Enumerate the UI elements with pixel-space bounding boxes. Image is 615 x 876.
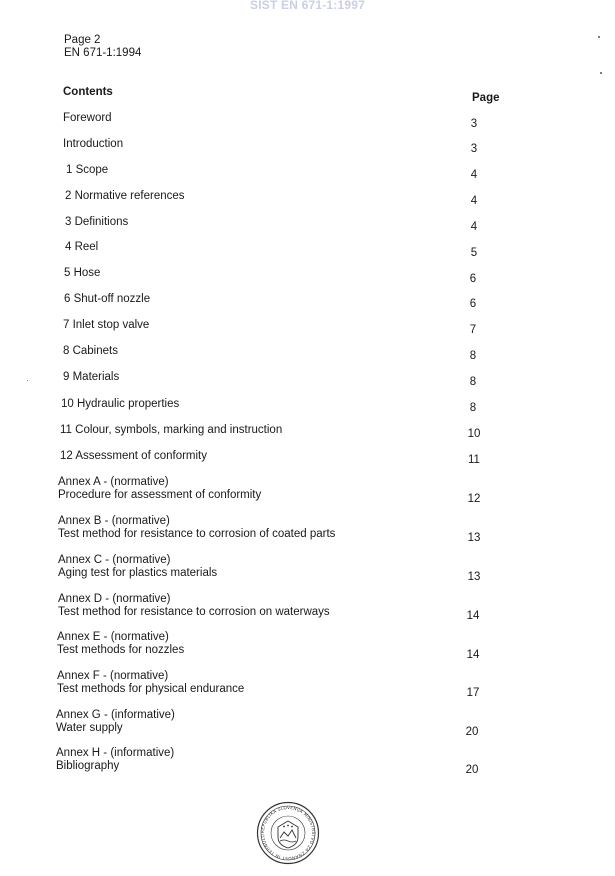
page-label: Page 2: [64, 34, 101, 46]
annex-e-title: Test methods for nozzles: [57, 644, 185, 656]
toc-page-annex-a: 12: [467, 493, 481, 505]
toc-entry-annex-a: [58, 476, 261, 502]
toc-entry-scope: 1 Scope: [66, 164, 109, 176]
toc-entry-introduction: Introduction: [63, 138, 124, 150]
page-header: [64, 34, 141, 60]
toc-page-hose: 6: [469, 273, 477, 285]
toc-page-annex-c: 13: [467, 571, 481, 583]
toc-page-shut-off-nozzle: 6: [469, 298, 477, 310]
scan-speck: [600, 72, 602, 74]
scan-speck: [598, 36, 600, 38]
toc-entry-colour-symbols: 11 Colour, symbols, marking and instruction: [60, 424, 283, 436]
toc-page-annex-h: 20: [465, 764, 479, 776]
toc-entry-hose: 5 Hose: [64, 267, 101, 279]
toc-page-definitions: 4: [470, 221, 478, 233]
annex-a-title: Procedure for assessment of conformity: [58, 489, 262, 501]
toc-entry-normative-references: 2 Normative references: [65, 190, 185, 202]
toc-page-scope: 4: [470, 169, 478, 181]
annex-b-heading: Annex B - (normative): [58, 515, 170, 527]
toc-entry-hydraulic-properties: 10 Hydraulic properties: [61, 398, 180, 410]
toc-entry-annex-e: [57, 631, 184, 657]
toc-page-annex-f: 17: [466, 687, 480, 699]
scan-speck: [27, 380, 28, 381]
annex-f-heading: Annex F - (normative): [57, 670, 169, 682]
annex-g-title: Water supply: [56, 722, 123, 734]
annex-e-heading: Annex E - (normative): [57, 631, 169, 643]
toc-page-annex-g: 20: [465, 726, 479, 738]
toc-entry-annex-f: [57, 670, 244, 696]
contents-title: Contents: [63, 86, 113, 98]
toc-entry-cabinets: 8 Cabinets: [63, 345, 118, 357]
toc-entry-annex-b: [58, 515, 335, 541]
toc-entry-reel: 4 Reel: [65, 241, 99, 253]
annex-g-heading: Annex G - (informative): [56, 709, 175, 721]
toc-entry-shut-off-nozzle: 6 Shut-off nozzle: [64, 293, 151, 305]
toc-page-annex-e: 14: [466, 649, 480, 661]
toc-page-colour-symbols: 10: [467, 428, 481, 440]
toc-entry-annex-g: [56, 709, 175, 735]
annex-h-title: Bibliography: [56, 760, 120, 772]
toc-page-assessment-of-conformity: 11: [468, 454, 480, 466]
toc-entry-inlet-stop-valve: 7 Inlet stop valve: [63, 319, 150, 331]
toc-entry-annex-c: [58, 554, 217, 580]
svg-text:REPUBLIKA SLOVENIJA MINISTRSTV: [256, 801, 316, 861]
toc-entry-definitions: 3 Definitions: [65, 216, 129, 228]
toc-page-annex-d: 14: [466, 610, 480, 622]
toc-entry-foreword: Foreword: [63, 112, 112, 124]
annex-b-title: Test method for resistance to corrosion of coated parts: [58, 528, 336, 540]
annex-h-heading: Annex H - (informative): [56, 747, 175, 759]
toc-page-introduction: 3: [470, 143, 478, 155]
toc-page-foreword: 3: [470, 118, 478, 130]
toc-page-hydraulic-properties: 8: [469, 402, 477, 414]
toc-page-cabinets: 8: [469, 350, 477, 362]
toc-entry-materials: 9 Materials: [63, 371, 120, 383]
annex-f-title: Test methods for physical endurance: [57, 683, 245, 695]
standard-number: EN 671-1:1994: [64, 47, 142, 59]
annex-a-heading: Annex A - (normative): [58, 476, 169, 488]
toc-page-inlet-stop-valve: 7: [469, 324, 477, 336]
toc-page-materials: 8: [469, 376, 477, 388]
toc-entry-annex-d: [58, 593, 330, 619]
toc-page-normative-references: 4: [470, 195, 478, 207]
toc-entry-assessment-of-conformity: 12 Assessment of conformity: [60, 450, 208, 462]
toc-entry-annex-h: [56, 747, 174, 773]
annex-d-title: Test method for resistance to corrosion on waterways: [58, 606, 330, 618]
watermark: SIST EN 671-1:1997: [250, 0, 365, 12]
annex-c-heading: Annex C - (normative): [58, 554, 171, 566]
annex-c-title: Aging test for plastics materials: [58, 567, 218, 579]
page-column-title: Page: [472, 92, 500, 104]
annex-d-heading: Annex D - (normative): [58, 593, 171, 605]
toc-page-reel: 5: [470, 247, 478, 259]
official-seal-icon: [256, 801, 320, 865]
seal-text: REPUBLIKA SLOVENIJA MINISTRSTVO ZA ZNANOST IN TEHNOLO: [259, 804, 317, 862]
toc-page-annex-b: 13: [467, 532, 481, 544]
